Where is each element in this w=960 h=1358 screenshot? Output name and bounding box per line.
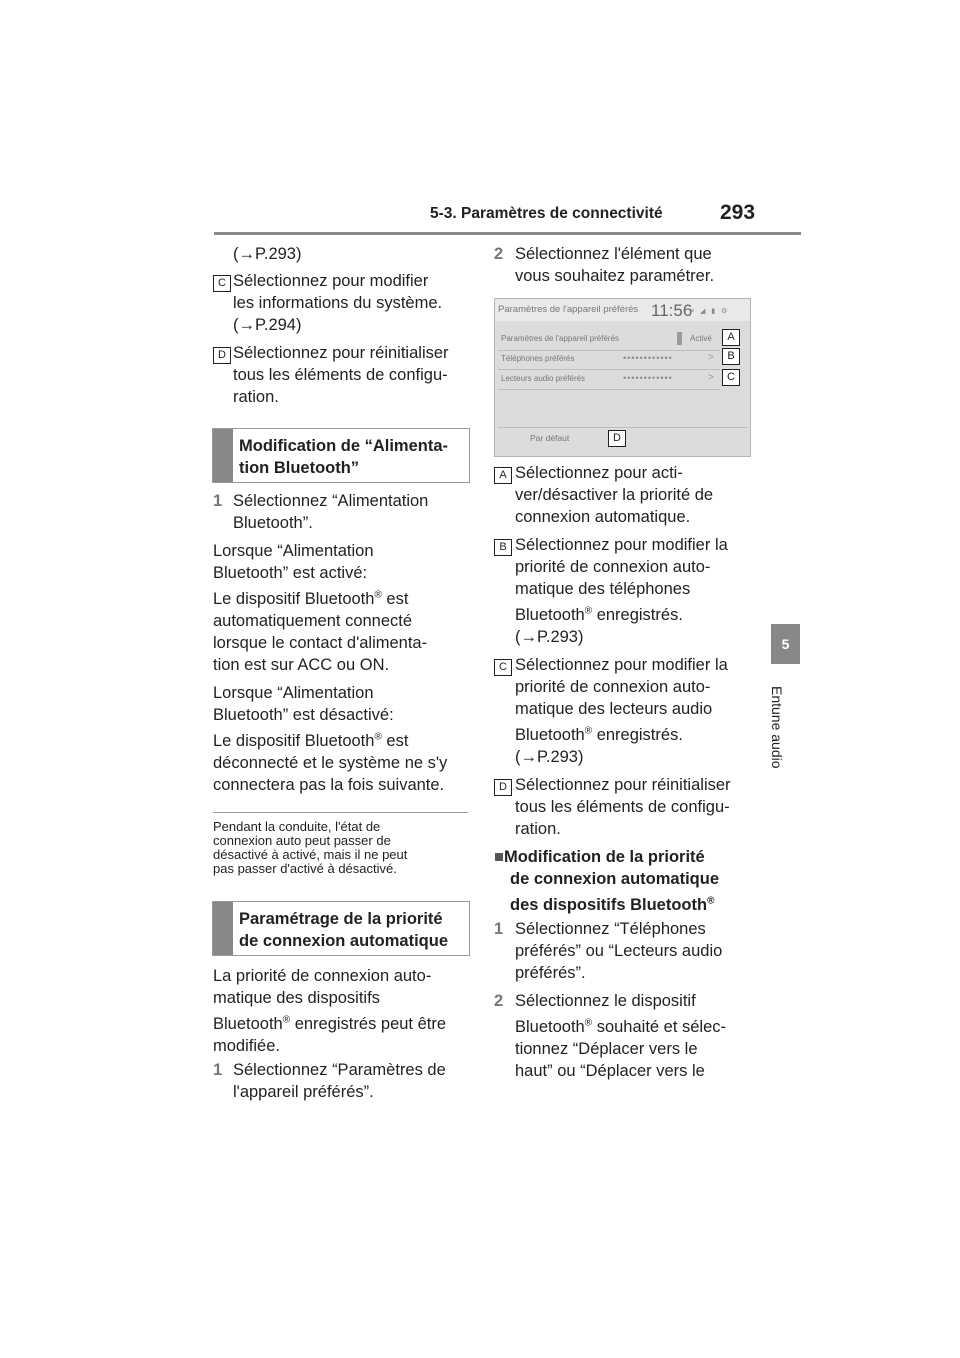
para1-line-1: Lorsque “Alimentation: [213, 542, 374, 560]
default-button[interactable]: Par défaut: [530, 433, 570, 443]
reg-mark: ®: [374, 731, 382, 743]
chevron-right-icon: >: [708, 352, 714, 363]
d-line-2: tous les éléments de configu-: [233, 366, 448, 384]
label-d: D: [213, 347, 231, 364]
step-number: 2: [494, 992, 504, 1010]
heading-line-2: tion Bluetooth”: [239, 459, 360, 477]
d-line-1: Sélectionnez pour réinitialiser: [233, 344, 449, 362]
step-2-line-2: vous souhaitez paramétrer.: [515, 267, 715, 285]
s2r-line-3: tionnez “Déplacer vers le: [515, 1040, 698, 1058]
bottom-divider: [498, 427, 748, 428]
callout-b: B: [722, 348, 740, 365]
d-right-description: [515, 774, 731, 840]
paragraph-priority: [213, 965, 446, 1057]
row-preferred-devices[interactable]: [498, 330, 720, 350]
note-line-3: désactivé à activé, mais il ne peut: [213, 847, 408, 862]
step-2-text: [515, 243, 714, 287]
b-description: [515, 534, 728, 648]
para2-line-2: automatiquement connecté: [213, 612, 413, 630]
note-line-4: pas passer d'activé à désactivé.: [213, 861, 397, 876]
note-rule: [213, 812, 468, 813]
dr-line-3: ration.: [515, 820, 561, 838]
label-c: C: [213, 275, 231, 292]
para4-line-3: connectera pas la fois suivante.: [213, 776, 445, 794]
step-1-line-1: Sélectionnez “Alimentation: [233, 492, 429, 510]
heading2-line-1: Paramétrage de la priorité: [239, 910, 443, 928]
chapter-label: [760, 686, 810, 786]
c-ref: (→P.293): [515, 748, 584, 766]
c-line-3: (→P.294): [233, 316, 302, 334]
square-bullet-icon: ■: [494, 848, 504, 866]
label-c-right: C: [494, 659, 512, 676]
heading-priority: [212, 901, 470, 956]
heading-bar: [213, 429, 233, 482]
screen-title: Paramètres de l'appareil préférés: [498, 304, 639, 315]
cr-line-1: Sélectionnez pour modifier la: [515, 656, 728, 674]
reg-mark: ®: [584, 1017, 593, 1029]
c-bt: Bluetooth: [515, 726, 585, 744]
paragraph-activated: [213, 540, 374, 584]
subhead-line-1: Modification de la priorité: [503, 848, 705, 866]
para2-line-3: lorsque le contact d'alimenta-: [213, 634, 428, 652]
d-description: [233, 342, 449, 408]
status-icons: ≡ ◢ ▮ ⚙: [690, 308, 730, 315]
reg-mark: ®: [584, 605, 593, 617]
chevron-right-icon: >: [708, 372, 714, 383]
para5-line-4: modifiée.: [213, 1037, 280, 1055]
row-value: ••••••••••••: [623, 353, 673, 363]
para5-line-1: La priorité de connexion auto-: [213, 967, 432, 985]
step-number: 1: [213, 1061, 223, 1079]
para4-line-2: déconnecté et le système ne s'y: [213, 754, 448, 772]
s1r-line-3: préférés”.: [515, 964, 586, 982]
note-line-2: connexion auto peut passer de: [213, 833, 391, 848]
reg-mark: ®: [282, 1014, 291, 1026]
callout-d: D: [608, 430, 626, 447]
para3-line-2: Bluetooth” est désactivé:: [213, 706, 394, 724]
c-line-2: les informations du système.: [233, 294, 443, 312]
para2-b: est: [381, 590, 409, 608]
row-value: ••••••••••••: [623, 373, 673, 383]
row-label: Téléphones préférés: [501, 354, 575, 363]
heading-line-1: Modification de “Alimenta-: [239, 437, 449, 455]
label-a: A: [494, 467, 512, 484]
row-label: Paramètres de l'appareil préférés: [501, 334, 620, 343]
step-1-line-2: Bluetooth”.: [233, 514, 313, 532]
driving-note: [213, 820, 407, 876]
row-preferred-phones[interactable]: [498, 349, 720, 369]
dr-line-2: tous les éléments de configu-: [515, 798, 730, 816]
a-line-2: ver/désactiver la priorité de: [515, 486, 714, 504]
c-line-1: Sélectionnez pour modifier: [233, 272, 429, 290]
note-line-1: Pendant la conduite, l'état de: [213, 819, 381, 834]
c-right-description: [515, 654, 728, 768]
row-preferred-audio[interactable]: [498, 369, 720, 389]
step-1b-line-2: l'appareil préférés”.: [233, 1083, 374, 1101]
dr-line-1: Sélectionnez pour réinitialiser: [515, 776, 731, 794]
s1r-line-2: préférés” ou “Lecteurs audio: [515, 942, 723, 960]
chapter-label-text: Entune audio: [769, 686, 785, 769]
reg-mark: ®: [374, 589, 382, 601]
ref-p293: (→P.293): [233, 245, 302, 263]
step-number: 1: [494, 920, 504, 938]
callout-a: A: [722, 329, 740, 346]
para3-line-1: Lorsque “Alimentation: [213, 684, 374, 702]
screen-clock: 11:56: [651, 301, 693, 320]
label-b: B: [494, 539, 512, 556]
b-registered: enregistrés.: [592, 606, 683, 624]
b-ref: (→P.293): [515, 628, 584, 646]
b-line-2: priorité de connexion auto-: [515, 558, 711, 576]
para5-line-2: matique des dispositifs: [213, 989, 380, 1007]
s2r-line-1: Sélectionnez le dispositif: [515, 992, 696, 1010]
c-description: [233, 270, 442, 336]
reg-mark: ®: [584, 725, 593, 737]
heading-text: [239, 435, 448, 479]
para1-line-2: Bluetooth” est activé:: [213, 564, 368, 582]
label-d-right: D: [494, 779, 512, 796]
b-line-3: matique des téléphones: [515, 580, 691, 598]
step-2-line-1: Sélectionnez l'élément que: [515, 245, 712, 263]
step-1b-text: [233, 1059, 446, 1103]
a-description: [515, 462, 713, 528]
step-1b-line-1: Sélectionnez “Paramètres de: [233, 1061, 446, 1079]
subhead-line-2: de connexion automatique: [510, 870, 720, 888]
paragraph-disconnected: [213, 730, 447, 796]
b-bt: Bluetooth: [515, 606, 585, 624]
reg-mark: ®: [707, 895, 715, 907]
toggle-indicator[interactable]: [677, 332, 682, 345]
cr-line-2: priorité de connexion auto-: [515, 678, 711, 696]
s2r-line-4: haut” ou “Déplacer vers le: [515, 1062, 705, 1080]
b-line-1: Sélectionnez pour modifier la: [515, 536, 728, 554]
step-1-right-text: [515, 918, 722, 984]
s2r-bt: Bluetooth: [515, 1018, 585, 1036]
c-registered: enregistrés.: [592, 726, 683, 744]
para5-d: enregistrés peut être: [290, 1015, 447, 1033]
cr-line-3: matique des lecteurs audio: [515, 700, 713, 718]
para4-b: est: [381, 732, 409, 750]
a-line-1: Sélectionnez pour acti-: [515, 464, 683, 482]
step-1-text: [233, 490, 428, 534]
step-number: 2: [494, 245, 504, 263]
callout-c: C: [722, 369, 740, 386]
heading-bar: [213, 902, 233, 955]
heading-bluetooth-power: [212, 428, 470, 483]
para4-a: Le dispositif Bluetooth: [213, 732, 375, 750]
section-title: 5-3. Paramètres de connectivité: [430, 205, 663, 222]
d-line-3: ration.: [233, 388, 279, 406]
a-line-3: connexion automatique.: [515, 508, 691, 526]
para2-a: Le dispositif Bluetooth: [213, 590, 375, 608]
s1r-line-1: Sélectionnez “Téléphones: [515, 920, 706, 938]
step-number: 1: [213, 492, 223, 510]
step-2-right-text: [515, 990, 726, 1082]
para2-line-4: tion est sur ACC ou ON.: [213, 656, 390, 674]
paragraph-connected: [213, 588, 427, 676]
subhead-line-3: des dispositifs Bluetooth: [510, 896, 708, 914]
toggle-value: Activé: [690, 334, 712, 343]
row-divider: [498, 389, 720, 390]
s2r-rest: souhaité et sélec-: [592, 1018, 727, 1036]
row-label: Lecteurs audio préférés: [501, 374, 586, 383]
paragraph-deactivated: [213, 682, 394, 726]
heading-text: [239, 908, 448, 952]
page-number: 293: [720, 201, 756, 224]
chapter-tab: 5: [771, 624, 800, 664]
subheading-priority-change: [494, 846, 719, 916]
heading2-line-2: de connexion automatique: [239, 932, 449, 950]
header-rule: [214, 232, 801, 235]
para5-c: Bluetooth: [213, 1015, 283, 1033]
